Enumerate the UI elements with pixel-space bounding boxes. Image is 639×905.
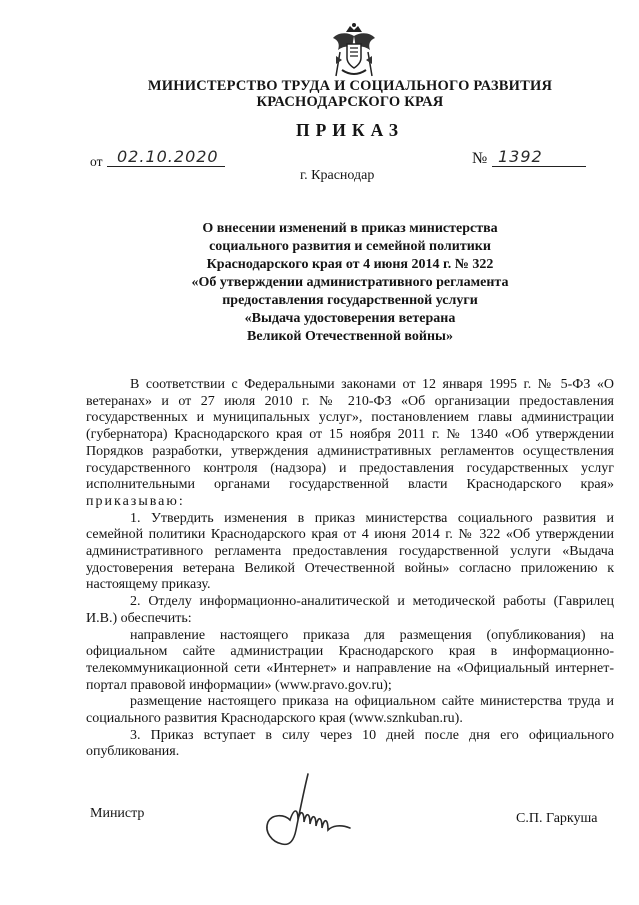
signatory-position: Министр: [90, 806, 145, 821]
preamble-paragraph: [86, 377, 614, 511]
ministry-line-1: МИНИСТЕРСТВО ТРУДА И СОЦИАЛЬНОГО РАЗВИТИЯ: [147, 78, 553, 94]
item-2b: размещение настоящего приказа на официальном сайте министерства труда и социального развития Краснодарского края (www.sznkuban.ru).: [86, 694, 614, 727]
subject-line: Краснодарского края от 4 июня 2014 г. № 322: [206, 257, 494, 272]
preamble-text: В соответствии с Федеральными законами от 12 января 1995 г. № 5-ФЗ «О ветеранах» и от 27 июля 2010 г. № 210-ФЗ «Об организации предоставления государственных и муниципальных услуг», постановлением главы администрации (губернатора) Краснодарского края от 15 ноября 2011 г. № 1340 «Об утверждении Порядков разработки, утверждения административных регламентов осуществления государственного контроля (надзора) и предоставления государственных услуг исполнительными органами государственной власти Краснодарского края»: [86, 377, 614, 493]
document-body: [86, 377, 614, 761]
date-label: от: [90, 154, 103, 169]
document-subject: [140, 220, 560, 346]
item-1: 1. Утвердить изменения в приказ министерства социального развития и семейной политики Краснодарского края от 4 июня 2014 г. № 322 «Об утверждении административного регламента предоставления государственной услуги «Выдача удостоверения ветерана Великой Отечественной войны» согласно приложению к настоящему приказу.: [86, 510, 614, 593]
handwritten-signature: [250, 770, 390, 850]
document-type: ПРИКАЗ: [295, 120, 405, 140]
ministry-line-2: КРАСНОДАРСКОГО КРАЯ: [256, 94, 444, 110]
subject-line: «Выдача удостоверения ветерана: [244, 311, 456, 326]
city: г. Краснодар: [300, 168, 375, 183]
date-value: 02.10.2020: [107, 147, 225, 167]
item-2a: направление настоящего приказа для размещения (опубликования) на официальном сайте администрации Краснодарского края в информационно-телекоммуникационной сети «Интернет» и направление на «Официальный интернет-портал правовой информации» (www.pravo.gov.ru);: [86, 627, 614, 693]
number-value: 1392: [492, 147, 586, 167]
subject-line: социального развития и семейной политики: [209, 239, 491, 254]
ministry-name: [80, 78, 620, 110]
number-label: №: [472, 150, 488, 167]
subject-line: О внесении изменений в приказ министерства: [202, 221, 498, 236]
subject-line: Великой Отечественной войны»: [247, 329, 453, 344]
item-3: 3. Приказ вступает в силу через 10 дней после дня его официального опубликования.: [86, 727, 614, 760]
subject-line: «Об утверждении административного регламента: [191, 275, 509, 290]
coat-of-arms-icon: [330, 22, 378, 80]
order-word: приказываю:: [86, 493, 185, 509]
item-2: 2. Отделу информационно-аналитической и методической работы (Гаврилец И.В.) обеспечить:: [86, 594, 614, 626]
subject-line: предоставления государственной услуги: [222, 293, 478, 308]
signatory-name: С.П. Гаркуша: [516, 811, 598, 826]
